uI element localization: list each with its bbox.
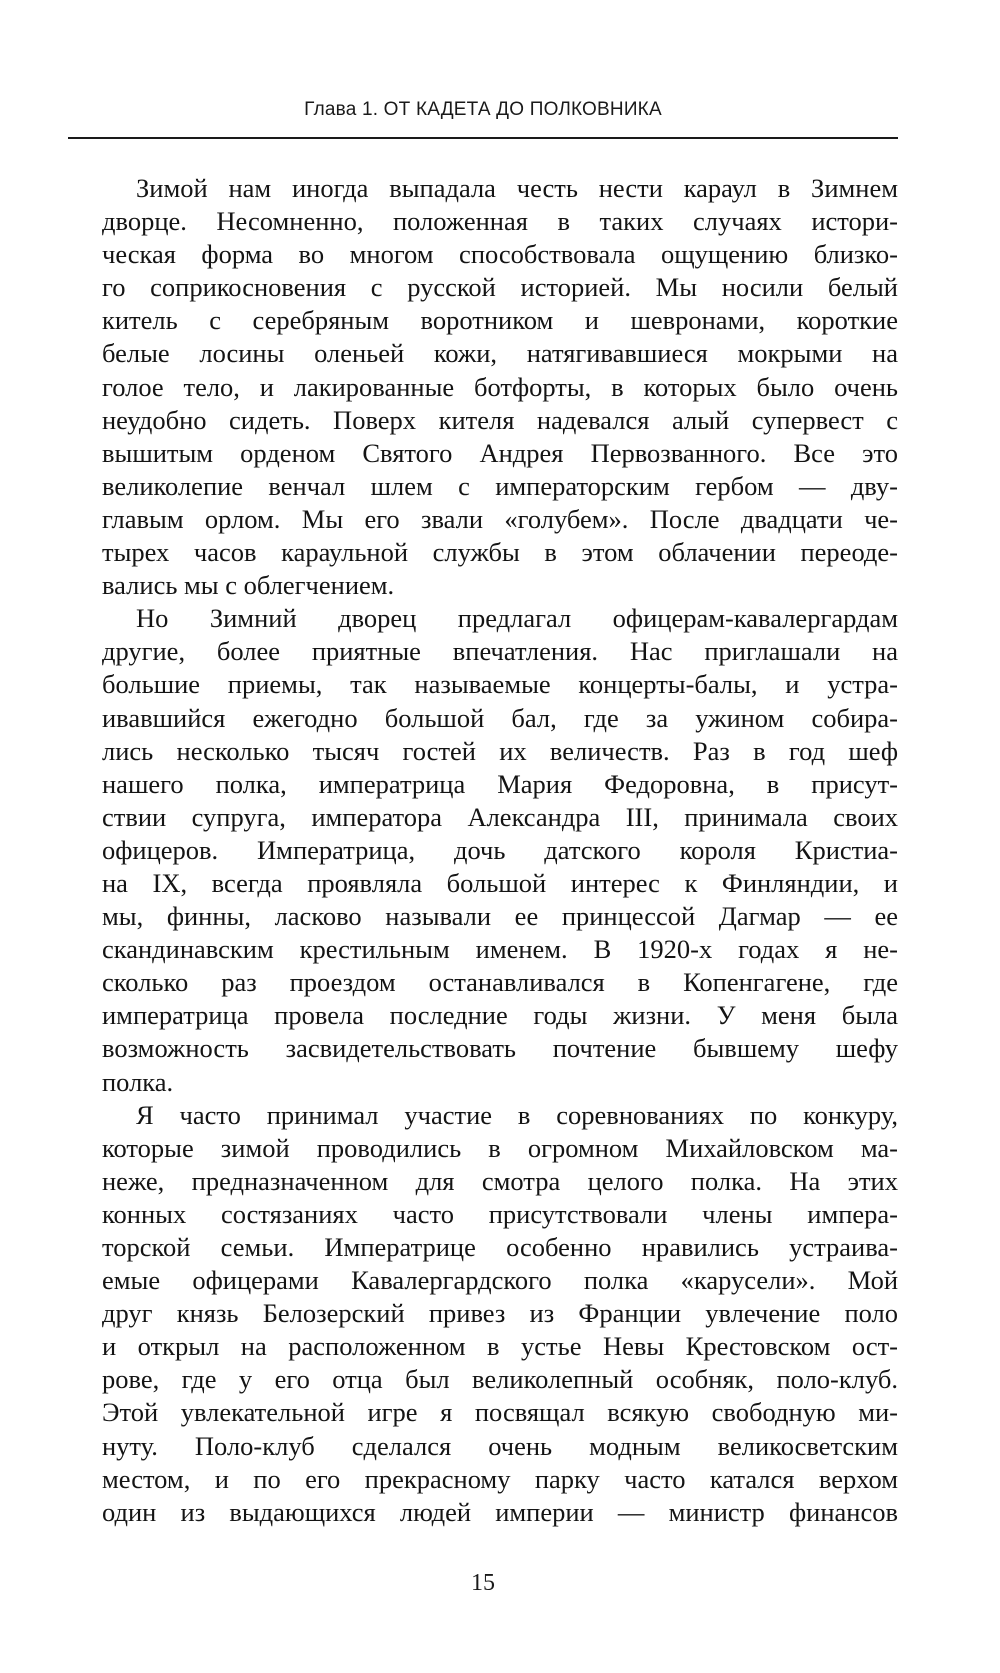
- text-line: емые офицерами Кавалергардского полка «карусели». Мой: [102, 1265, 898, 1296]
- text-line: Я часто принимал участие в соревнованиях по конкуру,: [136, 1099, 898, 1130]
- text-line: торской семьи. Императрице особенно нравились устраива-: [102, 1232, 898, 1262]
- text-line: ческая форма во многом способствовала ощущению близко-: [102, 239, 898, 270]
- text-line: главым орлом. Мы его звали «голубем». После двадцати че-: [102, 503, 898, 534]
- text-line: скандинавским крестильным именем. В 1920-х годах я не-: [102, 934, 898, 965]
- text-line: дворце. Несомненно, положенная в таких случаях истори-: [102, 206, 898, 237]
- text-line: возможность засвидетельствовать почтение бывшему шефу: [102, 1033, 898, 1064]
- text-line: тырех часов караульной службы в этом облачении переоде-: [102, 537, 898, 568]
- text-line: ивавшийся ежегодно большой бал, где за ужином собира-: [102, 702, 898, 733]
- header-rule: [68, 137, 898, 139]
- text-line: великолепие венчал шлем с императорским гербом — дву-: [102, 470, 898, 501]
- text-line: нашего полка, императрица Мария Федоровна, в присут-: [102, 768, 898, 799]
- text-line: офицеров. Императрица, дочь датского короля Кристиа-: [102, 834, 898, 865]
- text-line: лись несколько тысяч гостей их величеств. Раз в год шеф: [102, 735, 898, 766]
- text-line: сколько раз проездом останавливался в Копенгагене, где: [102, 967, 898, 998]
- body-text: [68, 172, 898, 1529]
- text-line: местом, и по его прекрасному парку часто катался верхом: [102, 1463, 898, 1494]
- text-line: вались мы с облегчением.: [102, 570, 395, 601]
- text-line: которые зимой проводились в огромном Михайловском ма-: [102, 1132, 898, 1163]
- text-line: Этой увлекательной игре я посвящал всякую свободную ми-: [102, 1397, 898, 1428]
- text-line: китель с серебряным воротником и шевронами, короткие: [102, 305, 898, 336]
- text-line: полка.: [102, 1066, 174, 1097]
- paragraph-2: [68, 602, 898, 1098]
- text-line: императрица провела последние годы жизни. У меня была: [102, 1000, 898, 1031]
- text-line: рове, где у его отца был великолепный особняк, поло-клуб.: [102, 1364, 898, 1395]
- text-line: нуту. Поло-клуб сделался очень модным великосветским: [102, 1430, 898, 1461]
- text-line: неже, предназначенном для смотра целого полка. На этих: [102, 1165, 898, 1196]
- text-line: ствии супруга, императора Александра III, принимала своих: [102, 801, 898, 832]
- paragraph-1: [68, 172, 898, 602]
- text-line: и открыл на расположенном в устье Невы Крестовском ост-: [102, 1331, 898, 1362]
- text-line: неудобно сидеть. Поверх кителя надевался алый супервест с: [102, 404, 898, 435]
- text-line: вышитым орденом Святого Андрея Первозванного. Все это: [102, 437, 898, 468]
- text-line: мы, финны, ласково называли ее принцессой Дагмар — ее: [102, 901, 898, 932]
- running-head: Глава 1. ОТ КАДЕТА ДО ПОЛКОВНИКА: [304, 99, 662, 120]
- text-line: голое тело, и лакированные ботфорты, в которых было очень: [102, 371, 898, 402]
- page-number: 15: [471, 1570, 495, 1596]
- paragraph-3: [68, 1099, 898, 1529]
- text-line: на IX, всегда проявляла большой интерес к Финляндии, и: [102, 867, 898, 898]
- text-line: Зимой нам иногда выпадала честь нести караул в Зимнем: [136, 173, 898, 203]
- text-line: Но Зимний дворец предлагал офицерам-кавалергардам: [136, 603, 898, 634]
- text-line: один из выдающихся людей империи — министр финансов: [102, 1496, 898, 1527]
- text-line: друг князь Белозерский привез из Франции увлечение поло: [102, 1298, 898, 1329]
- text-line: белые лосины оленьей кожи, натягивавшиеся мокрыми на: [102, 338, 898, 369]
- text-line: большие приемы, так называемые концерты-балы, и устра-: [102, 669, 898, 700]
- text-line: го соприкосновения с русской историей. Мы носили белый: [102, 272, 898, 303]
- text-line: другие, более приятные впечатления. Нас приглашали на: [102, 636, 898, 667]
- text-line: конных состязаниях часто присутствовали члены импера-: [102, 1198, 898, 1229]
